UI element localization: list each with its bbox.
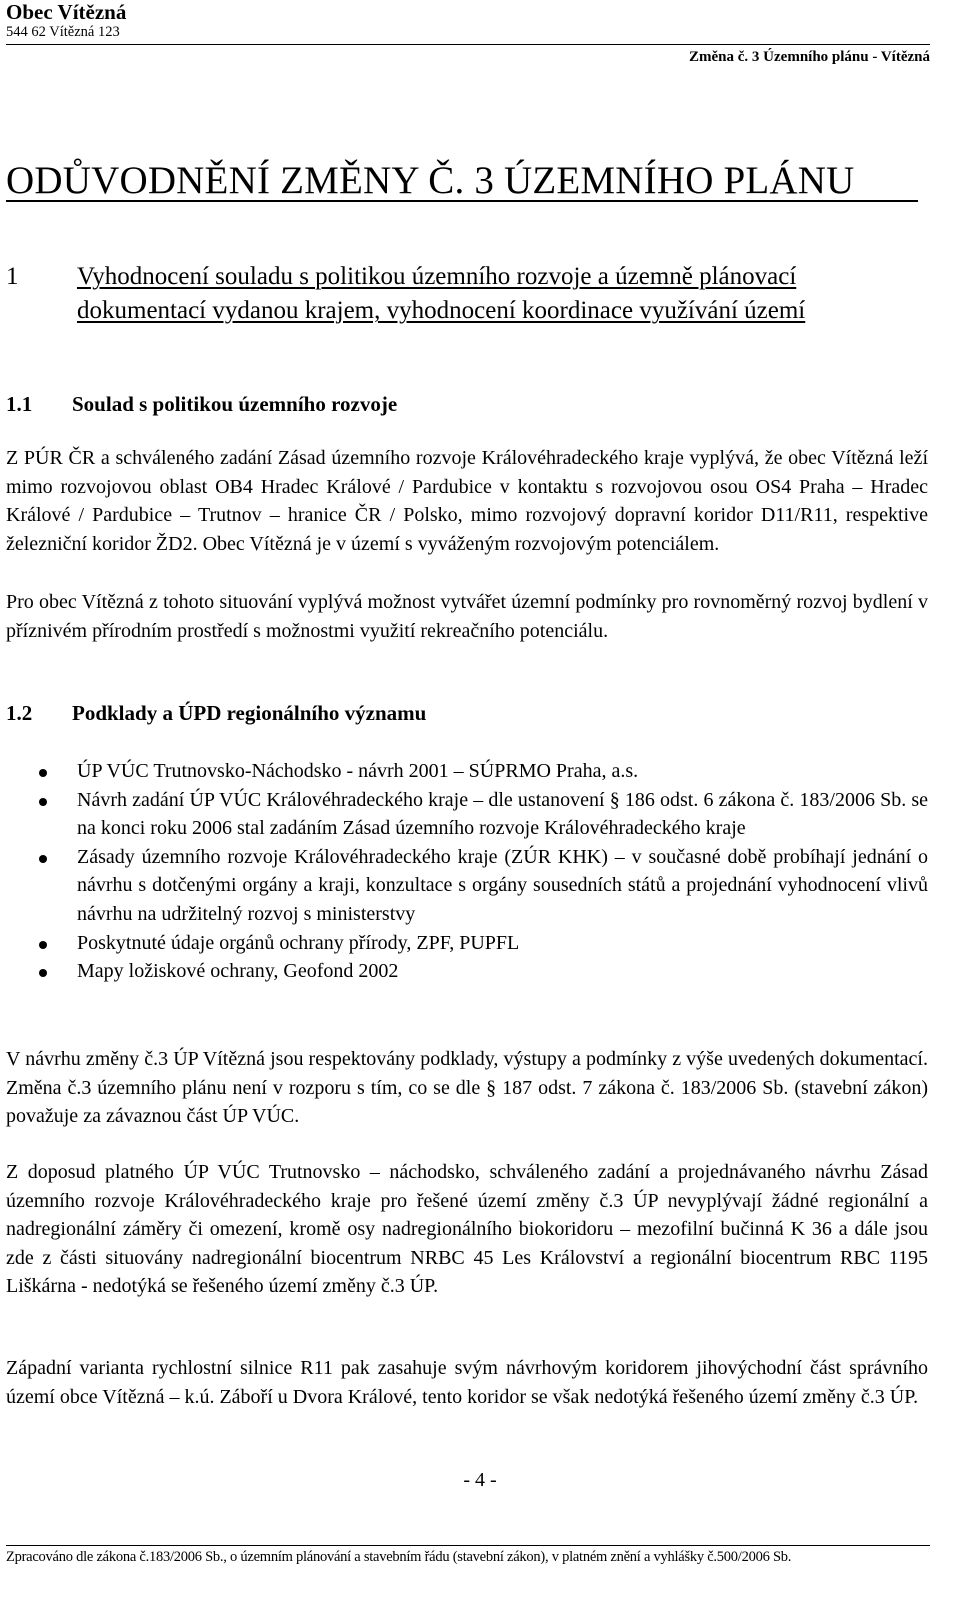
header-doc-title: Změna č. 3 Územního plánu - Vítězná bbox=[689, 49, 930, 65]
bullet-icon bbox=[39, 798, 47, 806]
section-1-1-heading: Soulad s politikou územního rozvoje bbox=[72, 392, 398, 416]
bullet-icon bbox=[39, 941, 47, 949]
podklady-list bbox=[0, 757, 928, 986]
list-item: Poskytnuté údaje orgánů ochrany přírody, ZPF, PUPFL bbox=[0, 929, 928, 958]
section-1-2-heading: Podklady a ÚPD regionálního významu bbox=[72, 701, 427, 725]
bullet-icon bbox=[39, 855, 47, 863]
header-divider bbox=[6, 44, 930, 45]
bullet-icon bbox=[39, 969, 47, 977]
paragraph-respektovani-podkladu: V návrhu změny č.3 ÚP Vítězná jsou respektovány podklady, výstupy a podmínky z výše uvedených dokumentací. Změna č.3 územního plánu není v rozporu s tím, co se dle § 187 odst. 7 zákona č. 183/2006 Sb. (stavební zákon) považuje za závaznou část ÚP VÚC. bbox=[6, 1048, 928, 1128]
footer-text: Zpracováno dle zákona č.183/2006 Sb., o územním plánování a stavebním řádu (stavební zákon), v platném znění a vyhlášky č.500/2006 Sb. bbox=[6, 1549, 792, 1565]
bullet-icon bbox=[39, 769, 47, 777]
list-item: Mapy ložiskové ochrany, Geofond 2002 bbox=[0, 957, 928, 986]
paragraph-silnice-r11: Západní varianta rychlostní silnice R11 pak zasahuje svým návrhovým koridorem jihovýchodní část správního území obce Vítězná – k.ú. Záboří u Dvora Králové, tento koridor se však nedotýká řešeného území změny č.3 ÚP. bbox=[6, 1357, 928, 1408]
section-1-1-number: 1.1 bbox=[6, 392, 33, 416]
list-item: ÚP VÚC Trutnovsko-Náchodsko - návrh 2001 – SÚPRMO Praha, a.s. bbox=[0, 757, 928, 786]
paragraph-rozvoj-potencial: Pro obec Vítězná z tohoto situování vyplývá možnost vytvářet územní podmínky pro rovnoměrný rozvoj bydlení v příznivém přírodním prostředí s možnostmi využití rekreačního potenciálu. bbox=[6, 591, 928, 642]
footer-divider bbox=[6, 1545, 930, 1546]
section-1-heading: Vyhodnocení souladu s politikou územního rozvoje a územně plánovací dokumentací vydanou krajem, vyhodnocení koordinace využívání území bbox=[77, 263, 806, 324]
list-item: Zásady územního rozvoje Královéhradeckého kraje (ZÚR KHK) – v současné době probíhají jednání o návrhu s dotčenými orgány a kraji, konzultace s orgány sousedních států a projednání vyhodnocení vlivů návrhu na udržitelný rozvoj s ministerstvy bbox=[0, 843, 928, 929]
paragraph-regionalni-zamery: Z doposud platného ÚP VÚC Trutnovsko – náchodsko, schváleného zadání a projednávaného návrhu Zásad územního rozvoje Královéhradeckého kraje pro řešené území změny č.3 ÚP nevyplývají žádné regionální a nadregionální záměry či omezení, kromě osy nadregionálního biokoridoru – mezofilní bučinná K 36 a dále jsou zde z části situovány nadregionální biocentrum NRBC 45 Les Království a regionální biocentrum RBC 1195 Liškárna - nedotýká se řešeného území změny č.3 ÚP. bbox=[6, 1161, 928, 1298]
header-org-name: Obec Vítězná bbox=[6, 0, 127, 24]
section-1-number: 1 bbox=[6, 263, 19, 290]
paragraph-pur-soulad: Z PÚR ČR a schváleného zadání Zásad územního rozvoje Královéhradeckého kraje vyplývá, že obec Vítězná leží mimo rozvojovou oblast OB4 Hradec Králové / Pardubice v kontaktu s rozvojovou osou OS4 Praha – Hradec Králové / Pardubice – Trutnov – hranice ČR / Polsko, mimo rozvojový dopravní koridor D11/R11, respektive železniční koridor ŽD2. Obec Vítězná je v území s vyváženým rozvojovým potenciálem. bbox=[6, 447, 928, 555]
section-1-2-number: 1.2 bbox=[6, 701, 33, 725]
page-number: - 4 - bbox=[463, 1469, 497, 1491]
list-item: Návrh zadání ÚP VÚC Královéhradeckého kraje – dle ustanovení § 186 odst. 6 zákona č. 183/2006 Sb. se na konci roku 2006 stal zadáním Zásad územního rozvoje Královéhradeckého kraje bbox=[0, 786, 928, 843]
header-org-address: 544 62 Vítězná 123 bbox=[6, 24, 120, 40]
main-title-underline bbox=[6, 200, 918, 202]
main-title: ODŮVODNĚNÍ ZMĚNY Č. 3 ÚZEMNÍHO PLÁNU bbox=[6, 159, 855, 202]
